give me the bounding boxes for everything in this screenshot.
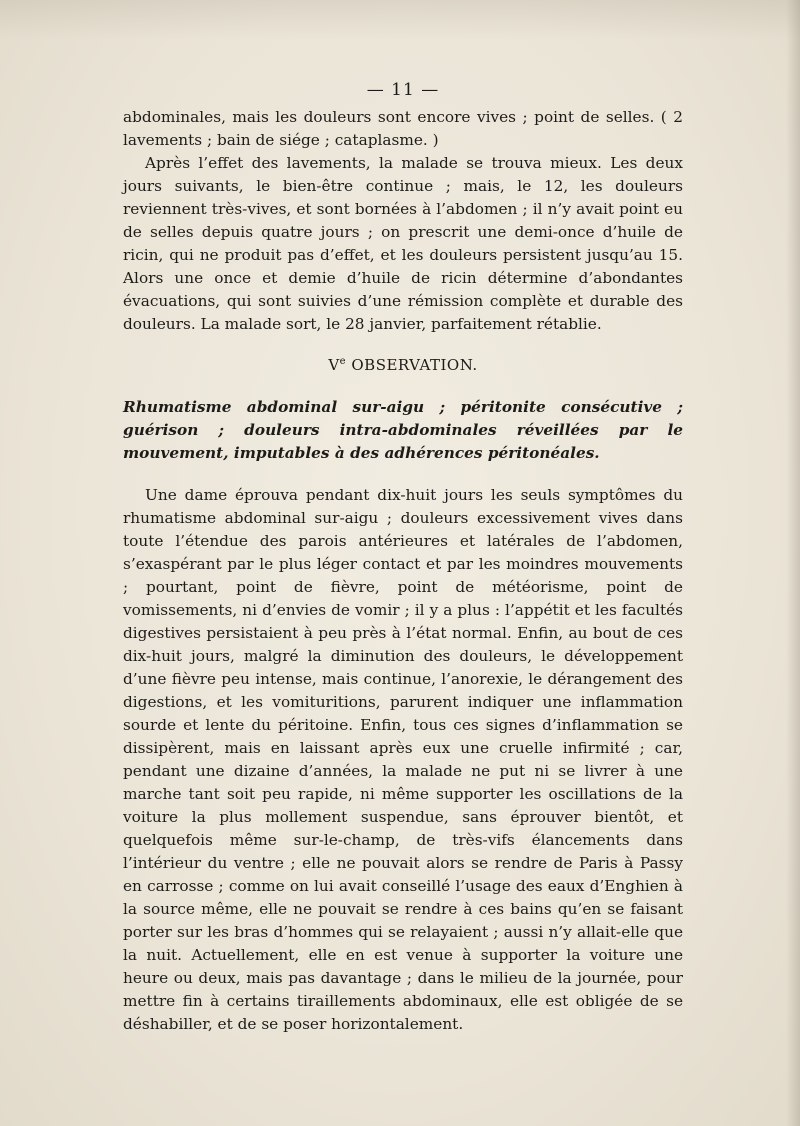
- page-content: [123, 78, 683, 1036]
- observation-summary: Rhumatisme abdominal sur-aigu ; péritonite consécutive ; guérison ; douleurs intra-abdominales réveillées par le mouvement, imputables à des adhérences péritonéales.: [123, 398, 683, 462]
- paragraph-case-description: Une dame éprouva pendant dix-huit jours les seuls symptômes du rhumatisme abdominal sur-aigu ; douleurs excessivement vives dans toute l’étendue des parois antérieures et latérales de l’abdomen, s’exaspérant par le plus léger contact et par les moindres mouvements ; pourtant, point de fièvre, point de météorisme, point de vomissements, ni d’envies de vomir ; il y a plus : l’appétit et les facultés digestives persistaient à peu près à l’état normal. Enfin, au bout de ces dix-huit jours, malgré la diminution des douleurs, le développement d’une fièvre peu intense, mais continue, l’anorexie, le dérangement des digestions, et les vomituritions, parurent indiquer une inflammation sourde et lente du péritoine. Enfin, tous ces signes d’inflammation se dissipèrent, mais en laissant après eux une cruelle infirmité ; car, pendant une dizaine d’années, la malade ne put ni se livrer à une marche tant soit peu rapide, ni même supporter les oscillations de la voiture la plus mollement suspendue, sans éprouver bientôt, et quelquefois même sur-le-champ, de très-vifs élancements dans l’intérieur du ventre ; elle ne pouvait alors se rendre de Paris à Passy en carrosse ; comme on lui avait conseillé l’usage des eaux d’Enghien à la source même, elle ne pouvait se rendre à ces bains qu’en se faisant porter sur les bras d’hommes qui se relayaient ; aussi n’y allait-elle que la nuit. Actuellement, elle en est venue à supporter la voiture une heure ou deux, mais pas davantage ; dans le milieu de la journée, pour mettre fin à certains tiraillements abdominaux, elle est obligée de se déshabiller, et de se poser horizontalement.: [123, 486, 683, 1033]
- section-title: OBSERVATION.: [351, 356, 478, 374]
- section-heading: [123, 354, 683, 377]
- paragraph-recovery: Après l’effet des lavements, la malade se trouva mieux. Les deux jours suivants, le bien-être continue ; mais, le 12, les douleurs reviennent très-vives, et sont bornées à l’abdomen ; il n’y avait point eu de selles depuis quatre jours ; on prescrit une demi-once d’huile de ricin, qui ne produit pas d’effet, et les douleurs persistent jusqu’au 15. Alors une once et demie d’huile de ricin détermine d’abondantes évacuations, qui sont suivies d’une rémission complète et durable des douleurs. La malade sort, le 28 janvier, parfaitement rétablie.: [123, 154, 683, 333]
- section-superscript: e: [339, 356, 347, 367]
- section-roman: V: [328, 356, 340, 374]
- page-number: — 11 —: [366, 80, 440, 100]
- page-edge-shadow: [786, 0, 800, 1126]
- page-top-shadow: [0, 0, 800, 40]
- opening-paragraph: abdominales, mais les douleurs sont encore vives ; point de selles. ( 2 lavements ; bain de siége ; cataplasme. ): [123, 108, 683, 149]
